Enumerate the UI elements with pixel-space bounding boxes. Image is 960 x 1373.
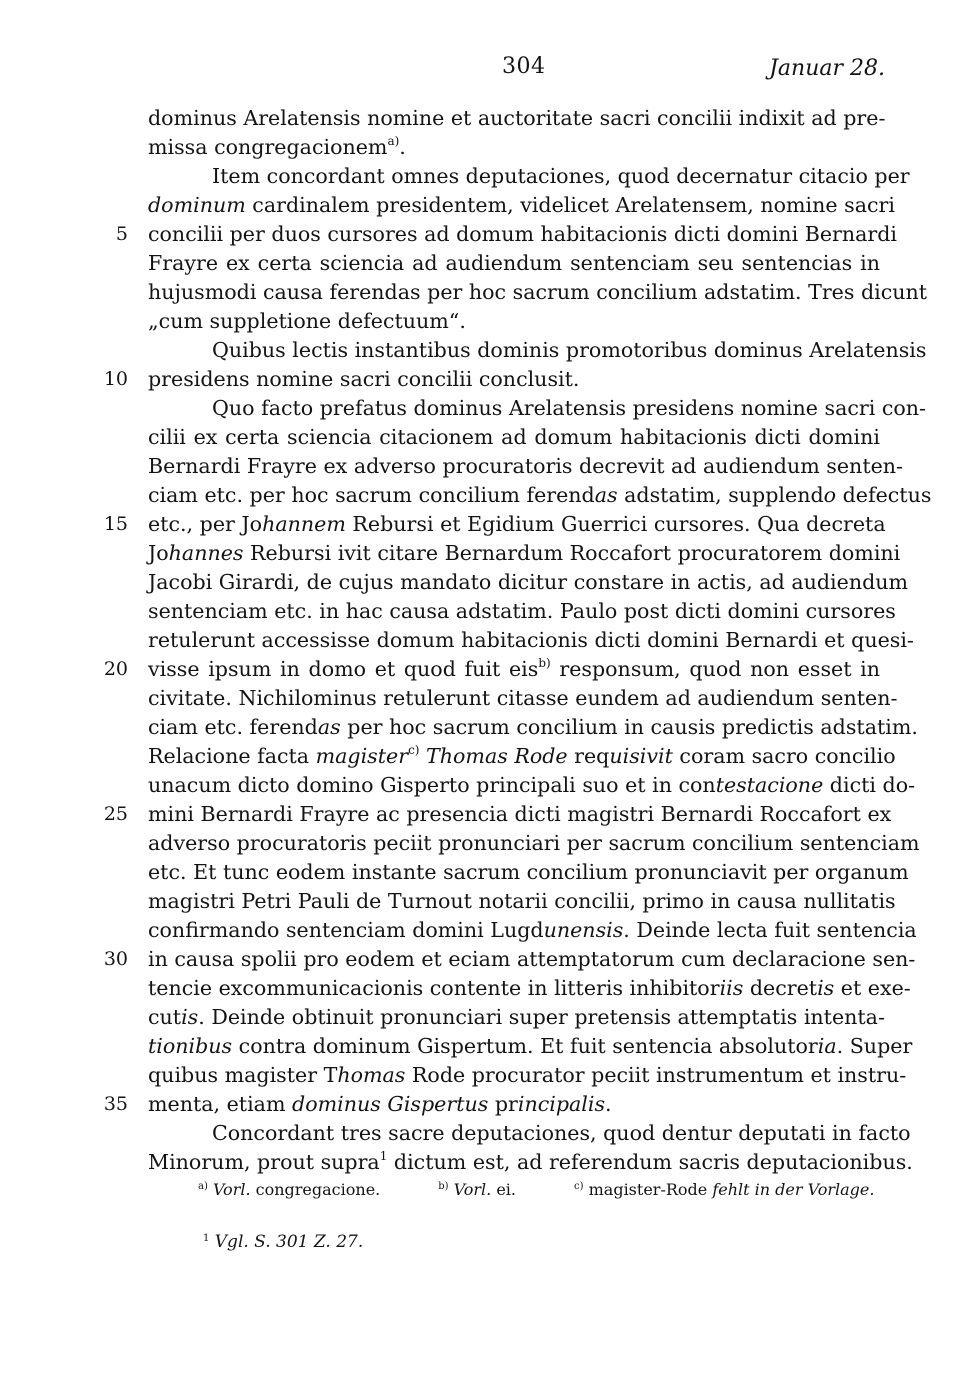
text-segment: is [817,976,835,1000]
text-line [148,104,886,133]
page-number: 304 [502,54,546,79]
text-line [103,800,892,829]
text-segment: tionibus [148,1034,233,1058]
text-segment: unensis [543,918,624,942]
text-segment: dominus Arelatensis nomine et auctoritate sacri concilii indixit ad pre- [148,106,886,130]
text-segment: confirmando sentenciam domini Lugd [148,918,544,942]
text-line [148,597,896,626]
text-segment: . Deinde lecta fuit sentencia [623,918,917,942]
text-segment: cut [148,1005,182,1029]
text-segment: quibus magister T [148,1063,338,1087]
text-line [103,1090,880,1119]
line-number: 35 [103,1093,128,1115]
note-reference: 1 [379,1149,388,1163]
text-segment: req [567,744,610,768]
text-segment: in causa spolii pro eodem et eciam attemptatorum cum declaracione sen- [148,947,916,971]
text-line [148,307,880,336]
text-segment: civitate. Nichilominus retulerunt citasse eundem ad audiendum senten- [148,686,898,710]
footnote-mark: 1 [203,1233,210,1244]
text-line [103,510,886,539]
line-number: 10 [103,368,128,390]
text-line [148,191,895,220]
text-segment: Jo [148,541,169,565]
text-line [115,220,898,249]
text-segment: congregacione. [250,1180,381,1199]
text-segment: tencie excommunicacionis contente in litteris inhibitor [148,976,720,1000]
text-segment: unacum dicto domino Gisperto principali suo et in con [148,773,716,797]
note-reference: b) [538,656,551,670]
body-text [103,104,932,1177]
note-reference: c) [408,743,420,757]
text-line [103,655,881,684]
text-line [148,713,918,742]
text-segment: Relacione facta [148,744,316,768]
text-segment: Jacobi Girardi, de cujus mandato dicitur constare in actis, ad audiendum [148,570,909,594]
apparatus-mark: a) [198,1181,208,1192]
text-segment: adverso procuratoris peciit pronunciari per sacrum concilium sentenciam [148,831,920,855]
text-line [103,945,916,974]
text-segment: visse ipsum in domo et quod fuit eis [148,657,539,681]
text-segment: hujusmodi causa ferendas per hoc sacrum concilium adstatim. Tres dicunt [148,280,928,304]
text-segment: incipalis [517,1092,606,1116]
footnote [203,1232,363,1252]
text-segment: Rode procurator peciit instrumentum et instru- [405,1063,907,1087]
text-line [148,568,909,597]
text-segment: is [181,1005,199,1029]
text-segment: dictum est, ad referendum sacris deputacionibus. [387,1150,913,1174]
running-head-date: Januar 28. [769,56,885,81]
text-segment: retulerunt accessisse domum habitacionis dicti domini Bernardi et quesi- [148,628,914,652]
text-segment: Thomas Rode [426,744,568,768]
text-segment: as [317,715,341,739]
text-line [148,249,880,278]
text-segment: magister [315,744,409,768]
text-segment: cilii ex certa sciencia citacionem ad domum habitacionis dicti domini [148,425,880,449]
text-segment: Vgl. S. 301 Z. 27. [214,1232,364,1252]
text-segment: missa congregacionem [148,135,388,159]
apparatus-mark: b) [438,1181,449,1192]
text-line [148,1003,885,1032]
text-line [148,626,914,655]
text-segment: concilii per duos cursores ad domum habitacionis dicti domini Bernardi [148,222,898,246]
text-line [148,742,896,771]
text-segment: hannes [168,541,244,565]
text-segment: magister-Rode [588,1180,713,1199]
text-segment: responsum, quod non esset in [550,657,881,681]
text-line [148,452,904,481]
text-segment: ciam etc. per hoc sacrum concilium ferend [148,483,595,507]
text-line [148,394,927,423]
text-segment: Rebursi ivit citare Bernardum Roccafort procuratorem domini [243,541,901,565]
text-segment: sentenciam etc. in hac causa adstatim. Paulo post dicti domini cursores [148,599,896,623]
text-segment: dominum [148,193,246,217]
text-line [148,974,911,1003]
critical-apparatus [198,1180,888,1199]
text-segment: Quo facto prefatus dominus Arelatensis presidens nomine sacri con- [212,396,927,420]
text-segment: per hoc sacrum concilium in causis predictis adstatim. [340,715,918,739]
text-segment: Rebursi et Egidium Guerrici cursores. Qua decreta [345,512,886,536]
text-line [148,1148,913,1177]
apparatus-note [574,1180,874,1199]
text-line [148,423,880,452]
text-line [148,1032,913,1061]
text-line [148,481,932,510]
text-segment: . [605,1092,612,1116]
text-segment: Vorl. [453,1180,492,1199]
text-segment: Item concordant omnes deputaciones, quod decernatur citacio per [212,164,910,188]
note-reference: a) [387,134,400,148]
text-segment: ei. [491,1180,516,1199]
text-line [148,1119,911,1148]
text-line [148,336,927,365]
text-segment: . Deinde obtinuit pronunciari super pretensis attemptatis intenta- [198,1005,885,1029]
text-segment: decret [743,976,818,1000]
text-segment: hannem [262,512,346,536]
text-line [148,829,920,858]
text-segment: et exe- [834,976,911,1000]
text-segment: Bernardi Frayre ex adverso procuratoris decrevit ad audiendum senten- [148,454,904,478]
text-line [148,858,909,887]
text-line [103,365,880,394]
text-segment: uisivit [609,744,673,768]
line-number: 5 [115,223,128,245]
line-number: 30 [103,948,128,970]
text-segment: Minorum, prout supra [148,1150,380,1174]
text-line [148,887,896,916]
text-segment: fehlt in der Vorlage. [712,1180,875,1199]
apparatus-mark: c) [574,1181,584,1192]
text-segment: dicti do- [823,773,916,797]
text-line [148,278,928,307]
text-segment: dominus Gispertus [292,1092,489,1116]
text-segment: contra dominum Gispertum. Et fuit sentencia absolutor [232,1034,818,1058]
text-segment: magistri Petri Pauli de Turnout notarii concilii, primo in causa nullitatis [148,889,896,913]
text-segment: Vorl. [212,1180,251,1199]
text-segment: ciam etc. ferend [148,715,318,739]
apparatus-note [438,1180,516,1199]
text-segment: Quibus lectis instantibus dominis promotoribus dominus Arelatensis [212,338,927,362]
text-segment: homas [337,1063,406,1087]
text-segment: testacione [715,773,824,797]
text-segment: o [823,483,837,507]
text-segment: Concordant tres sacre deputaciones, quod dentur deputati in facto [212,1121,911,1145]
text-segment: ia [817,1034,837,1058]
text-segment: „cum suppletione defectuum“. [148,309,466,333]
text-line [148,684,898,713]
text-segment: presidens nomine sacri concilii conclusit. [148,367,580,391]
text-line [148,162,910,191]
text-line [148,539,901,568]
text-segment: cardinalem presidentem, videlicet Arelatensem, nomine sacri [245,193,895,217]
text-segment: . Super [836,1034,913,1058]
text-segment: iis [719,976,744,1000]
line-number: 25 [103,803,128,825]
text-segment: adstatim, supplend [617,483,824,507]
text-segment: mini Bernardi Frayre ac presencia dicti magistri Bernardi Roccafort ex [148,802,892,826]
apparatus-note [198,1180,380,1199]
text-line [148,916,917,945]
line-number: 15 [103,513,128,535]
text-segment: . [399,135,406,159]
text-segment: etc., per Jo [148,512,263,536]
text-line [148,1061,907,1090]
text-segment: etc. Et tunc eodem instante sacrum concilium pronunciavit per organum [148,860,909,884]
line-number: 20 [103,658,128,680]
text-segment: defectus [836,483,932,507]
text-line [148,771,916,800]
text-segment: as [594,483,618,507]
text-line [148,133,880,162]
text-segment: Frayre ex certa sciencia ad audiendum sentenciam seu sentencias in [148,251,880,275]
text-segment: pr [488,1092,518,1116]
text-segment: menta, etiam [148,1092,293,1116]
text-segment: coram sacro concilio [672,744,896,768]
